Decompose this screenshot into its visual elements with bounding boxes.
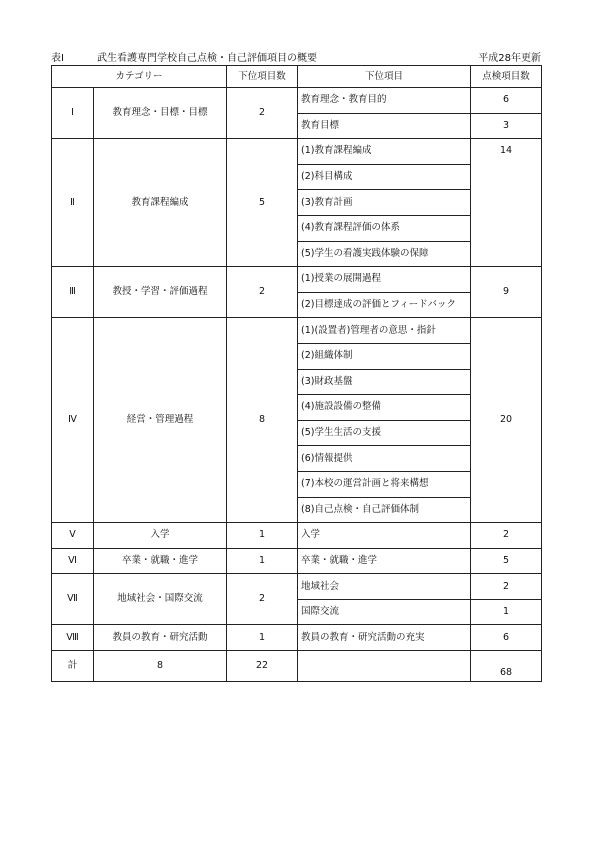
sub-item: (2)目標達成の評価とフィードバック <box>298 292 471 318</box>
total-label: 計 <box>52 651 94 682</box>
sub-item: (5)学生の看護実践体験の保障 <box>298 241 471 267</box>
table-title: 武生看護専門学校自己点検・自己評価項目の概要 <box>97 53 317 64</box>
category-name: 地域社会・国際交流 <box>94 574 227 625</box>
sub-item: (4)施設設備の整備 <box>298 395 471 421</box>
check-count: 5 <box>471 548 542 574</box>
sub-item: (3)財政基盤 <box>298 369 471 395</box>
sub-item: (5)学生生活の支援 <box>298 420 471 446</box>
sub-item: (2)組織体制 <box>298 343 471 369</box>
sub-item: (3)教育計画 <box>298 190 471 216</box>
sub-item: (7)本校の運営計画と将来構想 <box>298 471 471 497</box>
category-number: Ⅱ <box>52 139 94 267</box>
sub-item: (6)情報提供 <box>298 446 471 472</box>
sub-item-count: 5 <box>227 139 298 267</box>
sub-item: 国際交流 <box>298 599 471 625</box>
evaluation-summary-table <box>51 65 542 682</box>
sub-item-count: 2 <box>227 88 298 139</box>
check-count: 1 <box>471 599 542 625</box>
total-sub-items: 22 <box>227 651 298 682</box>
sub-item: (2)科目構成 <box>298 164 471 190</box>
check-count: 6 <box>471 625 542 651</box>
sub-item: 教育目標 <box>298 113 471 139</box>
sub-item: 教員の教育・研究活動の充実 <box>298 625 471 651</box>
category-name: 入学 <box>94 523 227 549</box>
sub-item: 卒業・就職・進学 <box>298 548 471 574</box>
sub-item: (1)授業の展開過程 <box>298 267 471 293</box>
total-empty-cell <box>298 651 471 682</box>
category-name: 教員の教育・研究活動 <box>94 625 227 651</box>
category-name: 経営・管理過程 <box>94 318 227 523</box>
category-number: Ⅲ <box>52 267 94 318</box>
category-name: 教育理念・目標・目標 <box>94 88 227 139</box>
category-number: Ⅰ <box>52 88 94 139</box>
header-category: カテゴリー <box>52 66 227 88</box>
category-number: Ⅳ <box>52 318 94 523</box>
total-categories: 8 <box>94 651 227 682</box>
table-row <box>52 318 542 344</box>
sub-item: (4)教育課程評価の体系 <box>298 215 471 241</box>
category-number: Ⅷ <box>52 625 94 651</box>
check-count: 20 <box>471 318 542 523</box>
table-label: 表Ⅰ <box>51 53 64 64</box>
header-row <box>52 66 542 88</box>
sub-item-count: 1 <box>227 625 298 651</box>
sub-item: (1)(設置者)管理者の意思・指針 <box>298 318 471 344</box>
table-row <box>52 267 542 293</box>
table-row <box>52 625 542 651</box>
sub-item-count: 2 <box>227 574 298 625</box>
update-note: 平成28年更新 <box>478 53 541 64</box>
header-sub-item: 下位項目 <box>298 66 471 88</box>
check-count: 9 <box>471 267 542 318</box>
check-count: 3 <box>471 113 542 139</box>
header-check-count: 点検項目数 <box>471 66 542 88</box>
table-row <box>52 574 542 600</box>
total-check-items: 68 <box>471 651 542 682</box>
sub-item: 入学 <box>298 523 471 549</box>
category-number: Ⅶ <box>52 574 94 625</box>
table-row <box>52 523 542 549</box>
check-count: 2 <box>471 523 542 549</box>
sub-item: (8)自己点検・自己評価体制 <box>298 497 471 523</box>
sub-item-count: 1 <box>227 548 298 574</box>
category-number: Ⅵ <box>52 548 94 574</box>
table-caption <box>51 52 541 66</box>
category-name: 教育課程編成 <box>94 139 227 267</box>
total-row <box>52 651 542 682</box>
sub-item-count: 2 <box>227 267 298 318</box>
table-row <box>52 548 542 574</box>
check-count: 14 <box>471 139 542 267</box>
sub-item-count: 8 <box>227 318 298 523</box>
table-row <box>52 88 542 114</box>
check-count: 6 <box>471 88 542 114</box>
category-name: 卒業・就職・進学 <box>94 548 227 574</box>
sub-item: 教育理念・教育目的 <box>298 88 471 114</box>
check-count: 2 <box>471 574 542 600</box>
header-sub-count: 下位項目数 <box>227 66 298 88</box>
sub-item: (1)教育課程編成 <box>298 139 471 165</box>
category-name: 教授・学習・評価過程 <box>94 267 227 318</box>
sub-item: 地域社会 <box>298 574 471 600</box>
table-row <box>52 139 542 165</box>
sub-item-count: 1 <box>227 523 298 549</box>
category-number: Ⅴ <box>52 523 94 549</box>
